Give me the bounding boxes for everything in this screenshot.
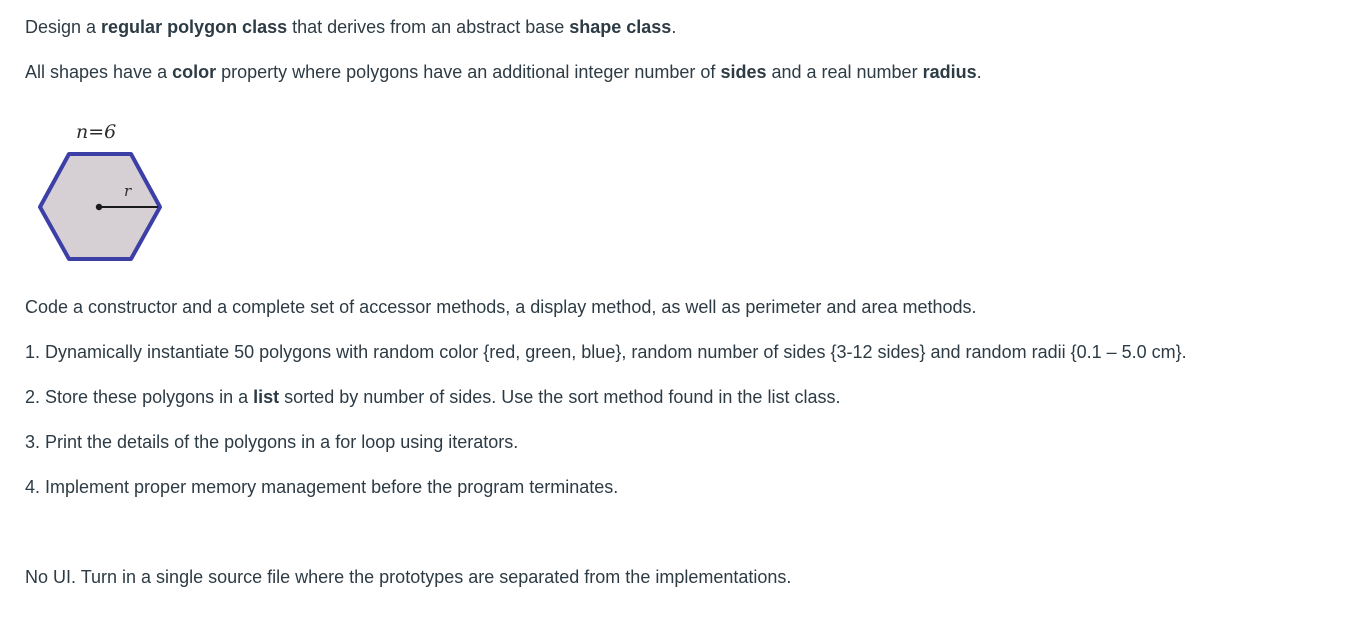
r-label: r bbox=[124, 182, 132, 200]
footer-note: No UI. Turn in a single source file where the prototypes are separated from the implementations. bbox=[25, 567, 792, 587]
item-text: sorted by number of sides. Use the sort method found in the list class. bbox=[279, 387, 841, 407]
intro-paragraph-1 bbox=[25, 16, 676, 38]
intro-text: Design a bbox=[25, 17, 102, 37]
requirement-item-1: 1. Dynamically instantiate 50 polygons with random color {red, green, blue}, random number of sides {3-12 sides} and random radii {0.1 – 5.0 cm}. bbox=[25, 342, 1187, 362]
intro-text: All shapes have a bbox=[25, 62, 173, 82]
intro-text: that derives from an abstract base bbox=[287, 17, 570, 37]
requirement-item-3: 3. Print the details of the polygons in a for loop using iterators. bbox=[25, 432, 519, 452]
intro-text: . bbox=[976, 62, 982, 82]
item-text: 2. Store these polygons in a bbox=[25, 387, 254, 407]
term-color: color bbox=[172, 62, 217, 82]
intro-text: and a real number bbox=[766, 62, 923, 82]
intro-text: property where polygons have an additional integer number of bbox=[216, 62, 721, 82]
hexagon-diagram bbox=[36, 118, 166, 264]
term-shape-class: shape class bbox=[569, 17, 672, 37]
requirement-item-4: 4. Implement proper memory management before the program terminates. bbox=[25, 477, 619, 497]
term-sides: sides bbox=[720, 62, 767, 82]
center-dot bbox=[96, 204, 102, 210]
constructor-paragraph: Code a constructor and a complete set of accessor methods, a display method, as well as perimeter and area methods. bbox=[25, 297, 977, 317]
intro-paragraph-2 bbox=[25, 61, 982, 83]
intro-text: . bbox=[671, 17, 677, 37]
n-label: n=6 bbox=[76, 121, 117, 143]
hexagon-figure bbox=[36, 118, 166, 264]
term-radius: radius bbox=[922, 62, 977, 82]
term-list: list bbox=[253, 387, 280, 407]
term-regular-polygon-class: regular polygon class bbox=[101, 17, 288, 37]
requirement-item-2 bbox=[25, 386, 840, 408]
